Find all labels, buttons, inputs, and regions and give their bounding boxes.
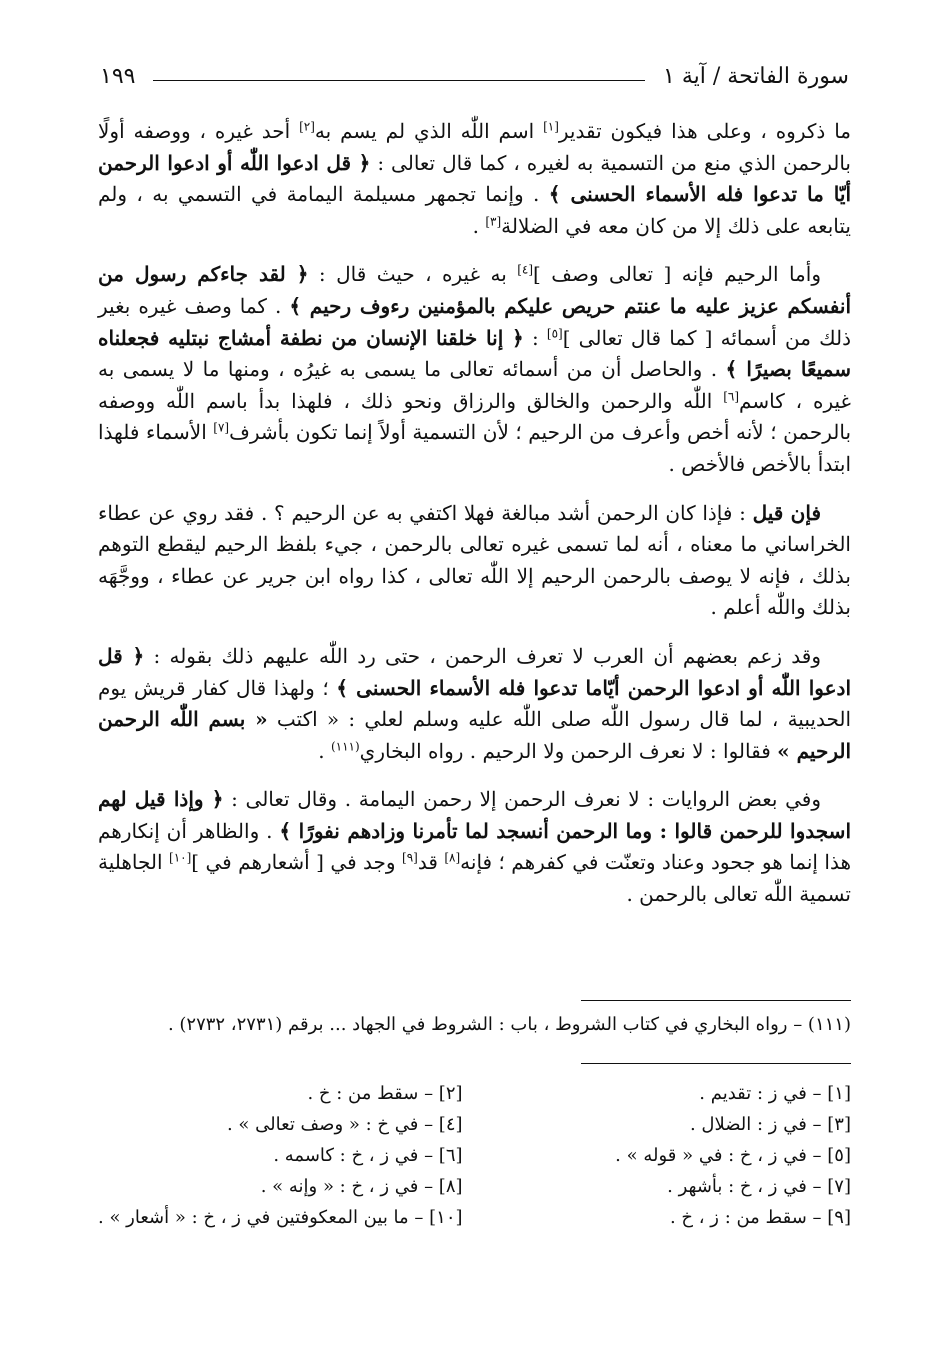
text-segment: : (523, 325, 547, 350)
footnote-item: [٤] – في خ : « وصف تعالى » . (226, 1114, 463, 1135)
footnote-marker: [٤] (517, 262, 534, 277)
text-segment: : فإذا كان الرحمن أشد مبالغة فهلا اكتفي به عن الرحيم ؟ . فقد روي عن عطاء الخراساني ما معناه ، أنه لما تسمى غيره تعالى بالرحمن ، جيء بلفظ الرحيم ليقطع التوهم بذلك ، فإنه لا يوصف بالرحمن الرحيم إلا اللّٰه تعالى ، كذا رواه ابن جرير عن عطاء ، ووجَّهَه بذلك واللّٰه أعلم . (98, 500, 851, 620)
running-header (100, 58, 849, 94)
page-number: ١٩٩ (100, 63, 136, 89)
footnote-item: [٨] – في ز ، خ : « وإنه » . (260, 1176, 463, 1197)
text-segment: . والظاهر أن إنكارهم هذا إنما هو جحود وعناد وتعنّت في كفرهم ؛ فإنه (98, 818, 852, 875)
paragraph (98, 641, 851, 767)
paragraph (98, 784, 851, 910)
paragraph (98, 259, 851, 480)
footnote-marker: [٨] (444, 850, 461, 865)
footnote-item: [٦] – في ز ، خ : كاسمه . (273, 1145, 463, 1166)
quran-verse: ﴿ لقد جاءكم رسول من أنفسكم عزيز عليه ما عنتم حريص عليكم بالمؤمنين رءوف رحيم ﴾ (98, 262, 851, 318)
paragraph (98, 498, 851, 624)
footnote-marker: [٦] (723, 389, 740, 404)
quran-verse: ﴿ إنا خلقنا الإنسان من نطفة أمشاج نبتليه فجعلناه سميعًا بصيرًا ﴾ (98, 325, 852, 382)
header-rule (153, 80, 645, 81)
quran-verse: « بسم اللّٰه الرحمن الرحيم » (98, 707, 851, 763)
text-segment: وقد زعم بعضهم أن العرب لا تعرف الرحمن ، حتى رد اللّٰه عليهم ذلك بقوله : (144, 643, 822, 668)
text-segment: الجاهلية تسمية اللّٰه تعالى بالرحمن . (98, 850, 851, 907)
footnote-marker: [٧] (213, 420, 230, 435)
text-segment: ما ذكروه ، وعلى هذا فيكون تقدير (558, 119, 851, 143)
footnote-item: [٩] – سقط من : ز ، خ . (669, 1207, 851, 1228)
hadith-footnote: (١١١) – رواه البخاري في كتاب الشروط ، باب : الشروط في الجهاد ... برقم (٢٧٣١، ٢٧٣٢) . (167, 1014, 851, 1035)
text-segment: وفي بعض الروايات : لا نعرف الرحمن إلا رحمن اليمامة . وقال تعالى : (223, 787, 821, 812)
footnote-item: [٧] – في ز ، خ : بأشهر . (667, 1176, 851, 1197)
quran-verse: فإن قيل (752, 500, 821, 525)
footnote-marker: [٣] (485, 214, 502, 229)
text-segment: الأسماء فلهذا ابتدأ بالأخص فالأخص . (98, 420, 851, 476)
text-segment: أحد غيره ، ووصفه أولًا بالرحمن الذي منع من التسمية به لغيره ، كما قال تعالى : (98, 119, 851, 175)
text-segment: . وإنما تجمهر مسيلمة اليمامة في التسمي به ، ولم يتابعه على ذلك إلا من كان معه في الضلالة (98, 182, 851, 238)
text-segment: وجد في [ أشعارهم في ] (191, 850, 402, 875)
footnote-marker: [١] (543, 119, 559, 134)
text-segment: فقالوا : لا نعرف الرحمن ولا الرحيم . رواه البخاري (359, 738, 778, 763)
footnote-item: [١٠] – ما بين المعكوفتين في ز ، خ : « أشعار » . (98, 1207, 463, 1228)
text-segment: اللّٰه والرحمن والخالق والرزاق ونحو ذلك ، فلهذا بدأ باسم اللّٰه ووصفه بالرحمن ؛ لأنه أخص وأعرف من الرحيم ؛ لأن التسمية أولاً إنما تكون بأشرف (98, 388, 852, 445)
footnote-item: [٥] – في ز ، خ : في « قوله » . (615, 1145, 851, 1166)
text-segment: اسم اللّٰه الذي لم يسم به (314, 119, 544, 143)
footnote-marker: [٩] (402, 850, 418, 865)
main-text (98, 116, 851, 911)
paragraph (98, 116, 851, 242)
footnote-marker: [٢] (299, 119, 315, 134)
text-segment: وأما الرحيم فإنه [ تعالى وصف ] (533, 262, 821, 287)
quran-verse: ﴿ وإذا قيل لهم اسجدوا للرحمن قالوا : وما الرحمن أنسجد لما تأمرنا وزادهم نفورًا ﴾ (98, 787, 851, 843)
quran-verse: ﴿ قل ادعوا اللّٰه أو ادعوا الرحمن أيّا ما تدعوا فله الأسماء الحسنى ﴾ (98, 150, 852, 207)
text-segment: . كما وصف غيره بغير ذلك من أسمائه [ كما قال تعالى ] (98, 293, 852, 350)
footnote-item: [٣] – في ز : الضلال . (689, 1114, 851, 1135)
footnote-divider (581, 1000, 851, 1001)
surah-title: سورة الفاتحة / آية ١ (663, 63, 849, 89)
manuscript-notes (98, 1078, 851, 1233)
footnote-marker: (١١١) (330, 739, 360, 754)
notes-divider (581, 1063, 851, 1064)
text-segment: . والحاصل أن من أسمائه تعالى ما يسمى به غيرُه ، ومنها ما لا يسمى به غيره ، كاسم (98, 357, 851, 413)
text-segment: قد (417, 850, 445, 875)
text-segment: . (318, 738, 331, 763)
footnote-item: [١] – في ز : تقديم . (699, 1083, 851, 1104)
quran-verse: ﴿ قل ادعوا اللّٰه أو ادعوا الرحمن أيّاما تدعوا فله الأسماء الحسنى ﴾ (98, 643, 851, 700)
footnote-marker: [٥] (546, 325, 563, 340)
text-segment: ؛ ولهذا قال كفار قريش يوم الحديبية ، لما قال رسول اللّٰه صلى اللّٰه عليه وسلم لعلي : « اكتب (98, 675, 851, 732)
text-segment: . (472, 213, 486, 238)
footnote-marker: [١٠] (169, 850, 192, 865)
footnote-item: [٢] – سقط من : خ . (307, 1083, 463, 1104)
text-segment: به غيره ، حيث قال : (308, 262, 518, 287)
